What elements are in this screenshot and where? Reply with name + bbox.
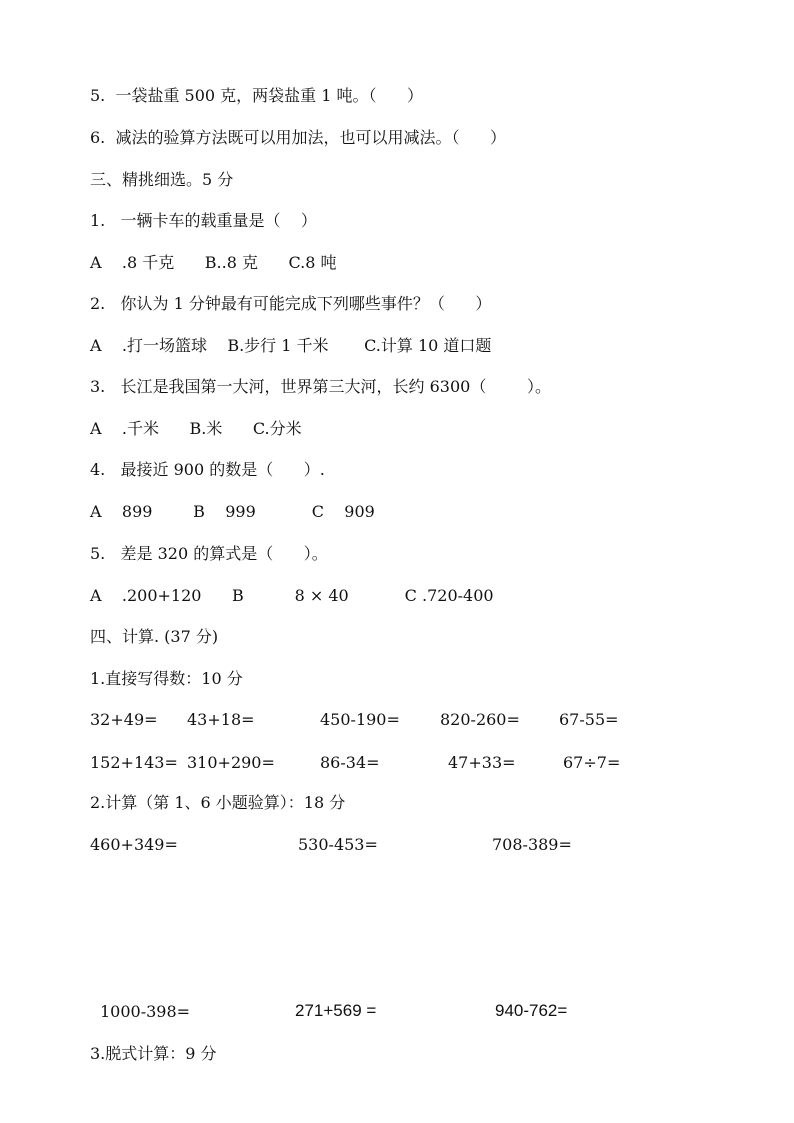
oral-problem: 86-34= [320,753,380,772]
oral-problem: 310+290= [187,753,275,772]
question-3-stem: 3. 长江是我国第一大河，世界第三大河，长约 6300（ ）。 [90,377,552,396]
written-problem: 530-453= [298,835,378,854]
oral-problem: 47+33= [448,753,516,772]
oral-problem: 67÷7= [563,753,621,772]
oral-problem: 152+143= [90,753,178,772]
question-3-options: A .千米 B.米 C.分米 [90,419,302,438]
oral-problem: 32+49= [90,710,158,729]
question-2-stem: 2. 你认为 1 分钟最有可能完成下列哪些事件？（ ） [90,294,492,313]
judgement-item-5: 5. 一袋盐重 500 克，两袋盐重 1 吨。（ ） [90,86,424,105]
oral-problem: 43+18= [187,710,255,729]
section-3-title: 三、精挑细选。5 分 [90,170,234,189]
part-3-title: 3.脱式计算：9 分 [90,1044,217,1063]
question-5-options: A .200+120 B 8 × 40 C .720-400 [90,586,494,605]
question-1-options: A .8 千克 B..8 克 C.8 吨 [90,253,337,272]
part-1-title: 1.直接写得数：10 分 [90,669,243,688]
judgement-item-6: 6. 减法的验算方法既可以用加法，也可以用减法。（ ） [90,128,506,147]
section-4-title: 四、计算. (37 分) [90,627,219,646]
written-problem: 708-389= [492,835,572,854]
question-2-options: A .打一场篮球 B.步行 1 千米 C.计算 10 道口题 [90,336,492,355]
question-1-stem: 1. 一辆卡车的载重量是（ ） [90,211,317,230]
question-4-stem: 4. 最接近 900 的数是（ ）. [90,460,325,479]
oral-problem: 820-260= [440,710,520,729]
part-2-title: 2.计算（第 1、6 小题验算）：18 分 [90,793,346,812]
written-problem: 940-762= [495,1001,568,1020]
oral-problem: 67-55= [559,710,619,729]
written-problem: 460+349= [90,835,178,854]
oral-problem: 450-190= [320,710,400,729]
written-problem: 271+569 = [295,1001,377,1020]
question-4-options: A 899 B 999 C 909 [90,502,375,521]
question-5-stem: 5. 差是 320 的算式是（ ）。 [90,544,328,563]
written-problem: 1000-398= [100,1002,191,1021]
